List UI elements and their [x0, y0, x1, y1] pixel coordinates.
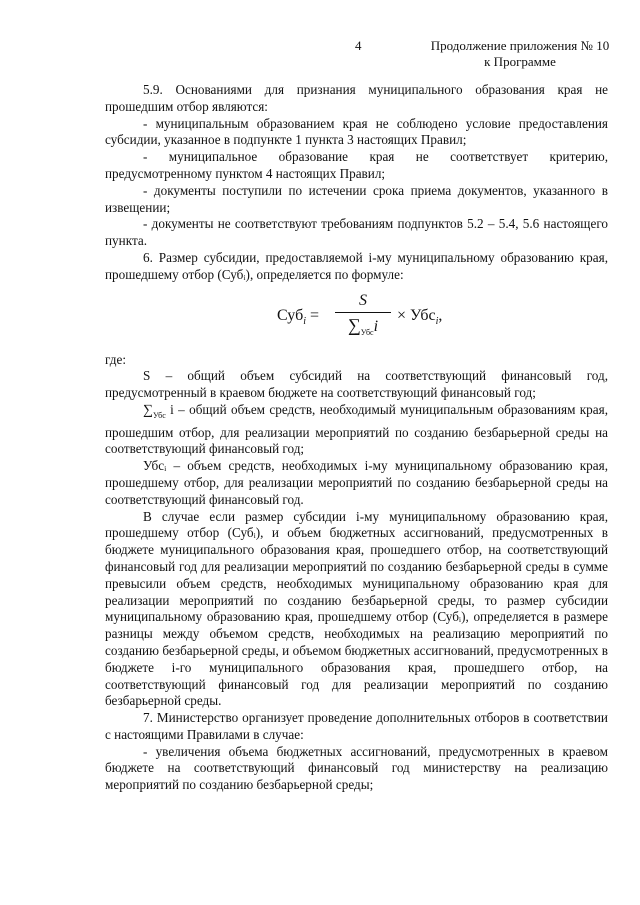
where-label: где: [105, 351, 126, 367]
formula-lhs: Суб$_i$ = [277, 306, 320, 327]
page-number: 4 [355, 38, 362, 53]
paragraph-7: 7. Министерство организует проведение дополнительных отборов в соответствии с настоящими Правилами в случае: [105, 710, 608, 742]
paragraph-5-9: 5.9. Основаниями для признания муниципального образования края не прошедшим отбор являются: [105, 82, 608, 114]
subsidy-formula [105, 286, 608, 348]
bullet-case-1: - увеличения объема бюджетных ассигнований, предусмотренных в краевом бюджете на соответствующий финансовый год министерству на реализацию мероприятий по созданию безбарьерной среды; [105, 743, 608, 793]
formula-denominator: $\sum_{Убс}i$ [347, 314, 379, 337]
definition-s: S – общий объем субсидий на соответствующий финансовый год, предусмотренный в краевом бюджете на соответствующий финансовый год; [105, 368, 608, 401]
header-line-1: Продолжение приложения № 10 [430, 38, 610, 53]
formula-fraction [335, 290, 391, 345]
formula-numerator: S [359, 291, 367, 309]
formula-rhs: × Убс$_i$, [397, 306, 443, 327]
bullet-condition-2: - муниципальное образование края не соответствует критерию, предусмотренному пунктом 4 настоящих Правил; [105, 149, 608, 181]
bullet-condition-4: - документы не соответствуют требованиям подпунктов 5.2 – 5.4, 5.6 настоящего пункта. [105, 216, 608, 249]
paragraph-6: 6. Размер субсидии, предоставляемой i-му муниципальному образованию края, прошедшему отбор (Субᵢ), определяется по формуле: [105, 249, 608, 282]
definition-ubs: Убсᵢ – объем средств, необходимых i-му муниципальному образованию края, прошедшему отбор, для реализации мероприятий по созданию безбарьерной среды на соответствующий финансовый год. [105, 458, 608, 507]
header-line-2: к Программе [484, 54, 556, 69]
bullet-condition-3: - документы поступили по истечении срока приема документов, указанного в извещении; [105, 182, 608, 215]
paragraph-case: В случае если размер субсидии i-му муниципальному образованию края, прошедшему отбор (Субᵢ), и объем бюджетных ассигнований, предусмотренных в бюджете муниципального образования края, прошедшего отбор, на соответствующий финансовый год для реализации мероприятий по созданию безбарьерной среды в сумме превысили объем средств, необходимых муниципальному образованию края для реализации мероприятий по созданию безбарьерной среды, то размер субсидии муниципальному образованию края, прошедшему отбор (Субᵢ), определяется в размере разницы между объемом средств, необходимых на реализацию мероприятий по созданию безбарьерной среды, и объемом бюджетных ассигнований, предусмотренных в бюджете i-го муниципального образования края, прошедшего отбор, на соответствующий финансовый год для реализации мероприятий по созданию безбарьерной среды. [105, 508, 608, 709]
sum-symbol: $\sum_{Убс}$ [143, 402, 166, 420]
bullet-condition-1: - муниципальным образованием края не соблюдено условие предоставления субсидии, указанное в подпункте 1 пункта 3 настоящих Правил; [105, 115, 608, 148]
appendix-header [420, 38, 620, 70]
definition-sum: $\sum_{Убс}$ i – общий объем средств, необходимый муниципальным образованиям края, прошедшим отбор, для реализации мероприятий по созданию безбарьерной среды на соответствующий финансовый год; [105, 401, 608, 457]
document-body [105, 82, 608, 794]
